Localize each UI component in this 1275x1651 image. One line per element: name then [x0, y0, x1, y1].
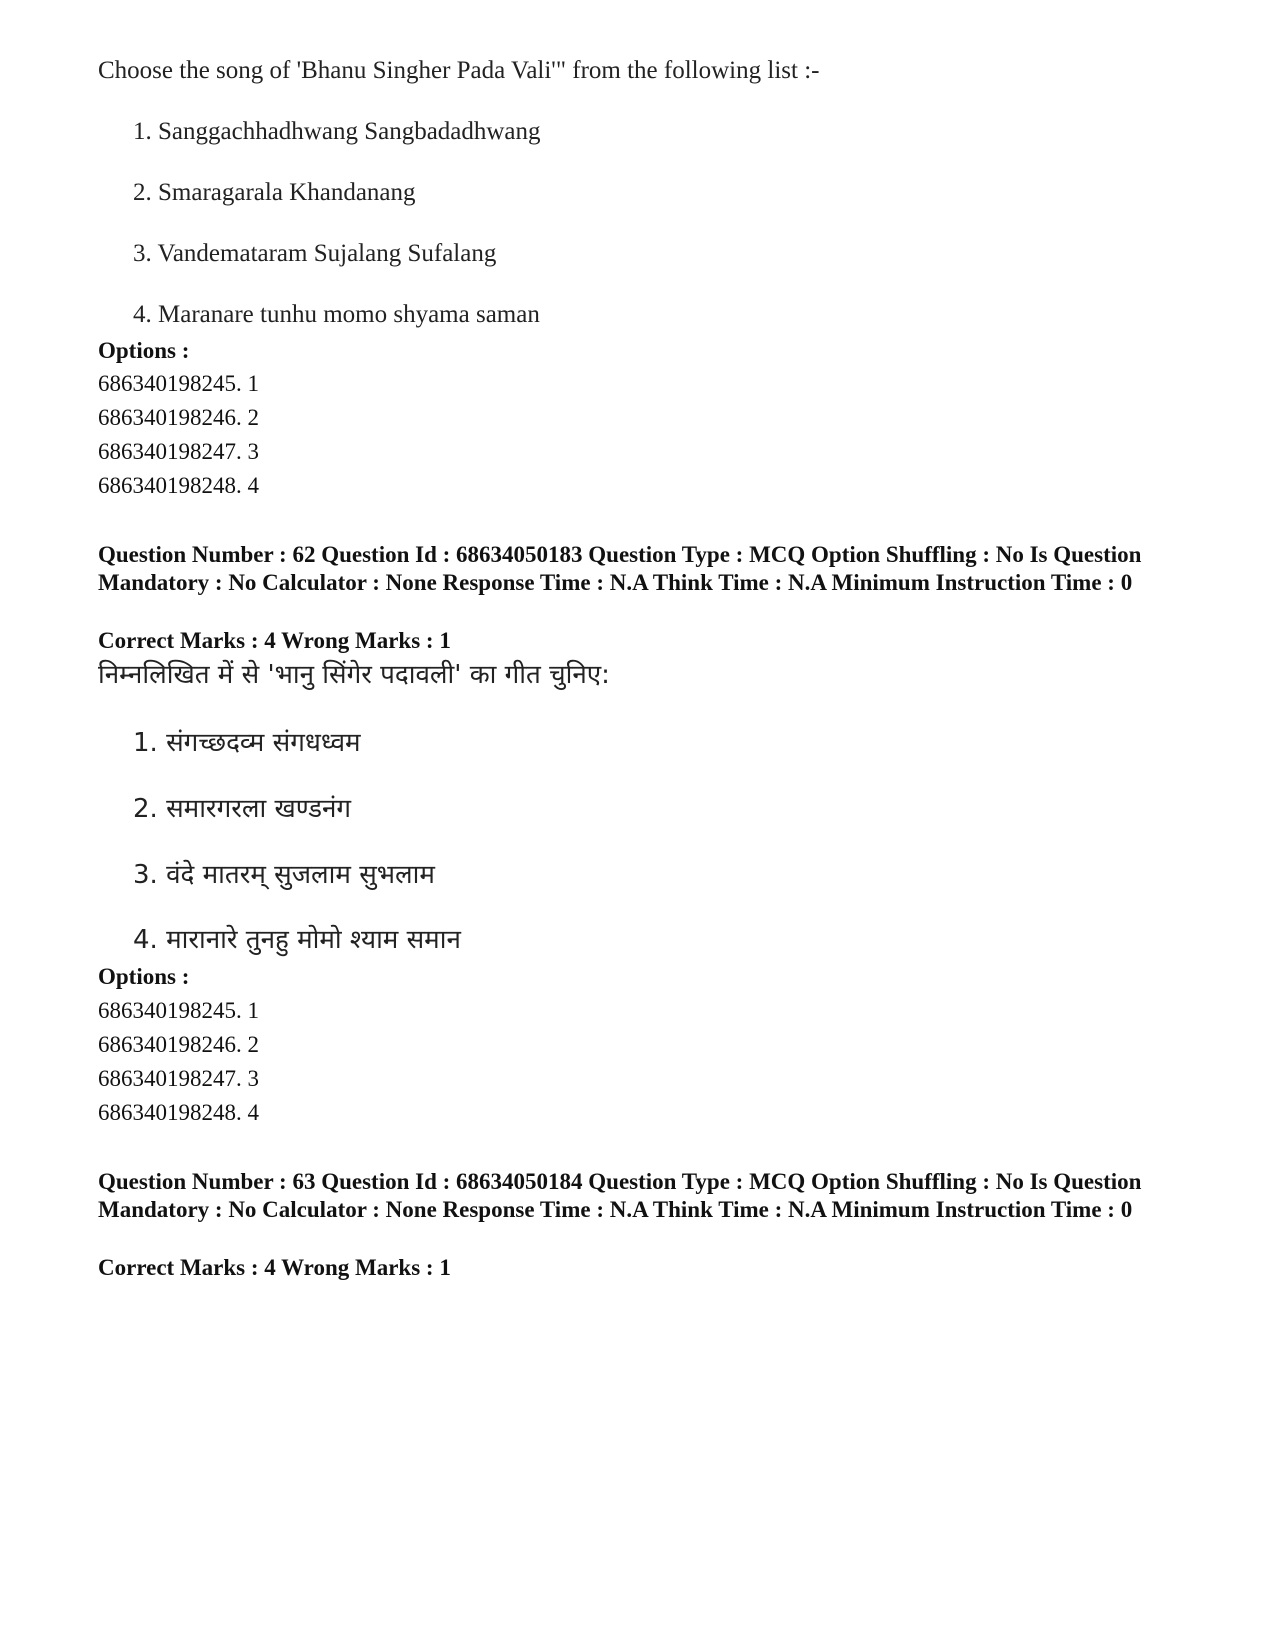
question-61-text: Choose the song of 'Bhanu Singher Pada Vali'" from the following list :-	[98, 57, 820, 84]
option-item: 686340198247. 3	[98, 1066, 259, 1091]
question-63-meta: Question Number : 63 Question Id : 68634050184 Question Type : MCQ Option Shuffling : No Is Question Mandatory : No Calculator : None Response Time : N.A Think Time : N.A Minimum Instruction Time : 0	[98, 1169, 1142, 1222]
option-item: 686340198248. 4	[98, 1100, 259, 1125]
list-item: 3. Vandemataram Sujalang Sufalang	[133, 240, 497, 267]
option-item: 686340198246. 2	[98, 1032, 259, 1057]
question-62-text-hindi: निम्नलिखित में से 'भानु सिंगेर पदावली' का गीत चुनिए:	[98, 660, 610, 690]
list-item: 4. Maranare tunhu momo shyama saman	[133, 301, 540, 328]
list-item: 2. समारगरला खण्डनंग	[133, 794, 352, 824]
question-61-options	[98, 367, 259, 503]
options-label: Options :	[98, 964, 190, 989]
option-item: 686340198247. 3	[98, 439, 259, 464]
list-item: 3. वंदे मातरम् सुजलाम सुभलाम	[133, 860, 435, 890]
options-label: Options :	[98, 338, 190, 363]
question-62-options	[98, 994, 259, 1130]
list-item: 2. Smaragarala Khandanang	[133, 179, 416, 206]
question-62-marks: Correct Marks : 4 Wrong Marks : 1	[98, 628, 451, 653]
option-item: 686340198245. 1	[98, 998, 259, 1023]
list-item: 4. मारानारे तुनहु मोमो श्याम समान	[133, 925, 461, 955]
question-63-marks: Correct Marks : 4 Wrong Marks : 1	[98, 1255, 451, 1280]
option-item: 686340198245. 1	[98, 371, 259, 396]
list-item: 1. Sanggachhadhwang Sangbadadhwang	[133, 118, 541, 145]
question-62-meta: Question Number : 62 Question Id : 68634050183 Question Type : MCQ Option Shuffling : No Is Question Mandatory : No Calculator : None Response Time : N.A Think Time : N.A Minimum Instruction Time : 0	[98, 542, 1142, 595]
list-item: 1. संगच्छदव्म संगधध्वम	[133, 728, 361, 758]
option-item: 686340198248. 4	[98, 473, 259, 498]
option-item: 686340198246. 2	[98, 405, 259, 430]
